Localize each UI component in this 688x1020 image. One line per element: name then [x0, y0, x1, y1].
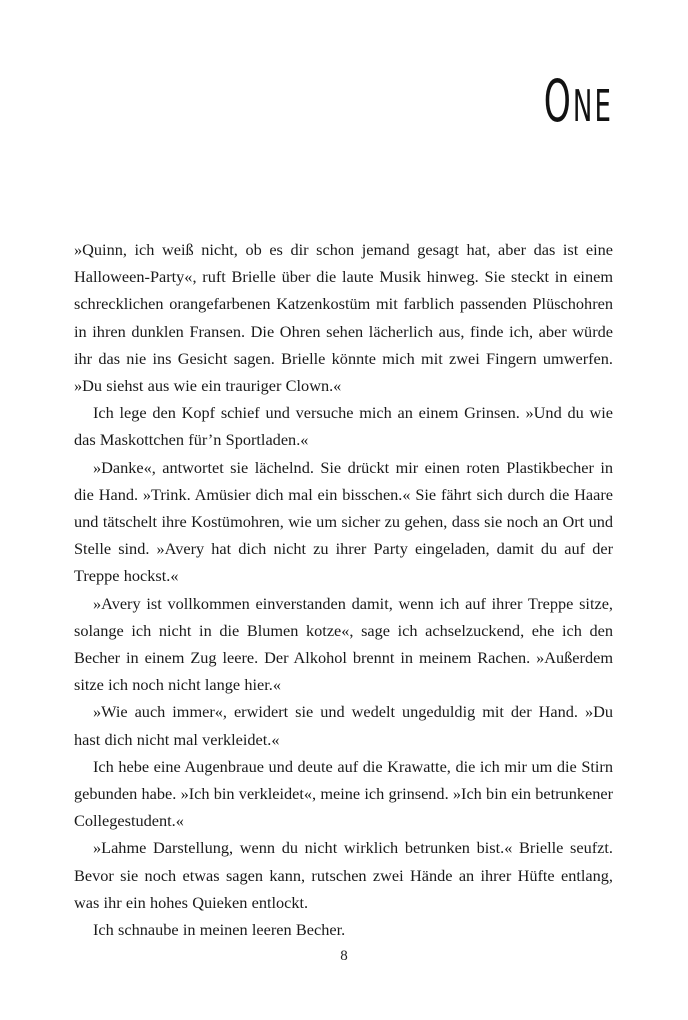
body-paragraph: »Avery ist vollkommen einverstanden damit, wenn ich auf ihrer Treppe sitze, solange ich nicht in die Blumen kotze«, sage ich achselzuckend, ehe ich den Becher in einem Zug leere. Der Alkohol brennt in meinem Rachen. »Außerdem sitze ich noch nicht lange hier.« — [74, 593, 613, 695]
body-paragraph: »Wie auch immer«, erwidert sie und wedelt ungeduldig mit der Hand. »Du hast dich nicht mal verkleidet.« — [74, 702, 613, 749]
body-text-column — [74, 236, 613, 943]
body-paragraph: Ich schnaube in meinen leeren Becher. — [93, 920, 346, 940]
body-paragraph: Ich hebe eine Augenbraue und deute auf die Krawatte, die ich mir um die Stirn gebunden habe. »Ich bin verkleidet«, meine ich grinsend. »Ich bin ein betrunkener Collegestudent.« — [74, 756, 613, 831]
chapter-heading-word — [543, 67, 613, 135]
body-paragraph: »Danke«, antwortet sie lächelnd. Sie drückt mir einen roten Plastikbecher in die Hand. »Trink. Amüsier dich mal ein bisschen.« Sie fährt sich durch die Haare und tätschelt ihre Kostümohren, wie um sicher zu gehen, dass sie noch an Ort und Stelle sind. »Avery hat dich nicht zu ihrer Party eingeladen, damit du auf der Treppe hockst.« — [74, 457, 613, 586]
page-number: 8 — [340, 948, 348, 964]
body-paragraph: »Lahme Darstellung, wenn du nicht wirklich betrunken bist.« Brielle seufzt. Bevor sie noch etwas sagen kann, rutschen zwei Hände an ihrer Hüfte entlang, was ihr ein hohes Quieken entlockt. — [74, 838, 613, 912]
body-paragraph: »Quinn, ich weiß nicht, ob es dir schon jemand gesagt hat, aber das ist eine Halloween-Party«, ruft Brielle über die laute Musik hinweg. Sie steckt in einem schrecklichen orangefarbenen Katzenkostüm mit farblich passenden Plüschohren in ihren dunklen Fransen. Die Ohren sehen lächerlich aus, finde ich, aber würde ihr das nie ins Gesicht sagen. Brielle könnte mich mit zwei Fingern umwerfen. »Du siehst aus wie ein trauriger Clown.« — [74, 240, 613, 396]
chapter-heading-rest: NE — [572, 81, 613, 132]
chapter-heading — [74, 67, 613, 135]
body-paragraph: Ich lege den Kopf schief und versuche mich an einem Grinsen. »Und du wie das Maskottchen für’n Sportladen.« — [74, 403, 613, 450]
chapter-heading-initial: O — [543, 67, 573, 135]
